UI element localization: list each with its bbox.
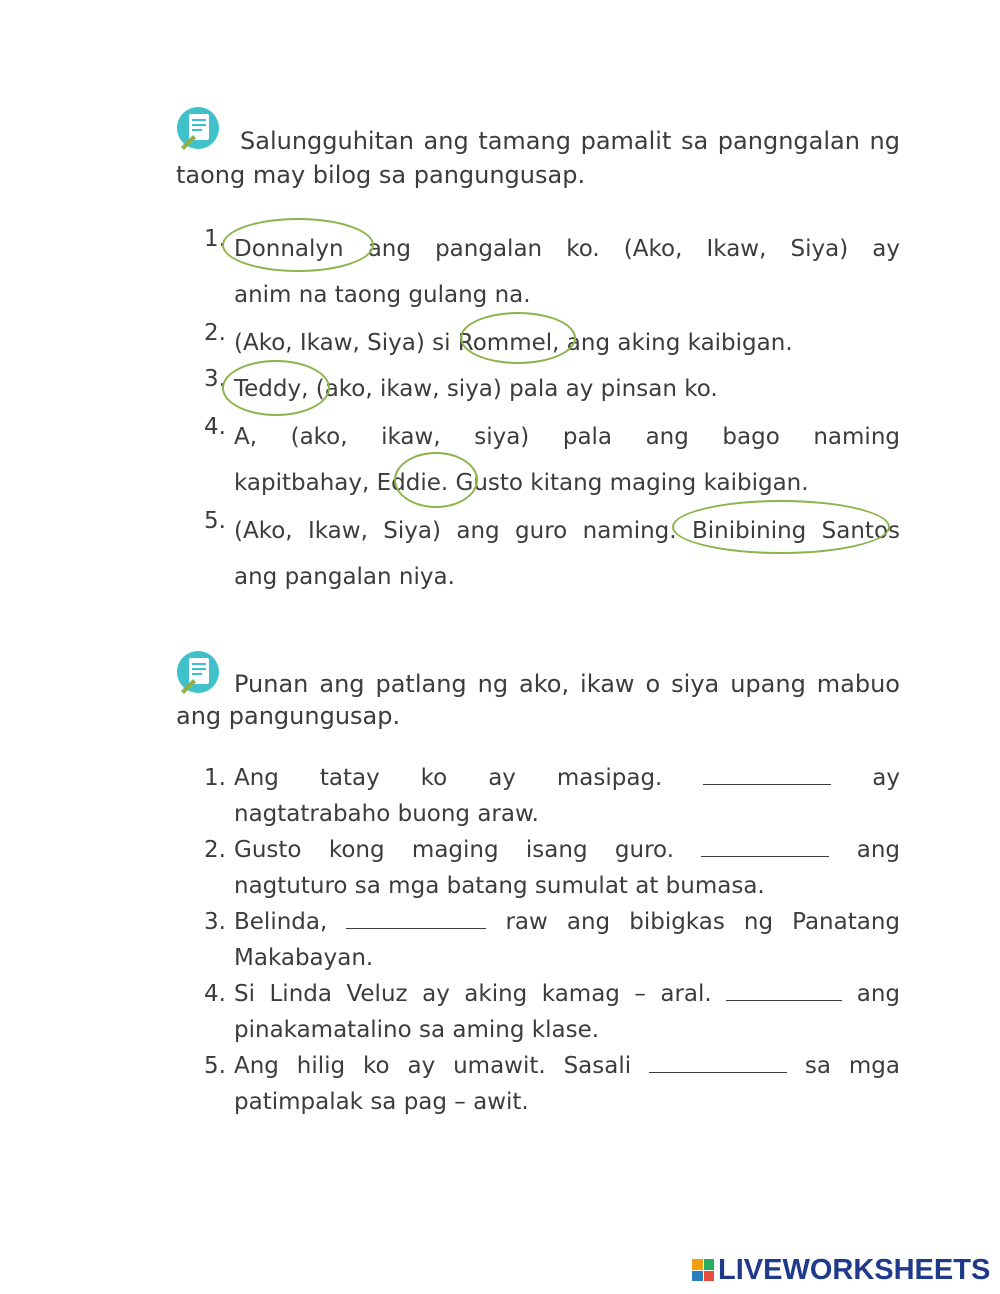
item-number: 3. [204,366,226,392]
item-line: (Ako, Ikaw, Siya) ang guro naming. Binibining Santos [234,518,900,544]
answer-blank[interactable] [346,906,486,929]
list-item [204,832,900,904]
list-item [204,508,900,600]
item-text: ang [856,981,901,1007]
list-item [204,320,900,366]
item-line: A, (ako, ikaw, siya) pala ang bago naming [234,424,900,450]
item-text: Ang hilig ko ay umawit. Sasali [234,1053,632,1079]
answer-blank[interactable] [726,978,842,1001]
answer-blank[interactable] [649,1050,787,1073]
liveworksheets-logo [692,1252,990,1288]
item-text: Si Linda Veluz ay aking kamag – aral. [234,981,712,1007]
item-line: Makabayan. [234,945,374,971]
item-number: 3. [204,909,226,935]
item-text: raw ang bibigkas ng Panatang [505,909,901,935]
list-item [204,1048,900,1120]
item-number: 1. [204,226,226,252]
item-number: 4. [204,414,226,440]
list-item [204,976,900,1048]
item-number: 4. [204,981,226,1007]
item-number: 1. [204,765,226,791]
list-item [204,226,900,318]
item-text: Belinda, [234,909,328,935]
item-line: pinakamatalino sa aming klase. [234,1017,600,1043]
item-line: patimpalak sa pag – awit. [234,1089,529,1115]
list-item [204,366,900,412]
item-text: Ang tatay ko ay masipag. [234,765,663,791]
item-line: nagtatrabaho buong araw. [234,801,539,827]
list-item [204,904,900,976]
answer-blank[interactable] [703,762,831,785]
item-line: nagtuturo sa mga batang sumulat at bumasa. [234,873,765,899]
list-item [204,760,900,832]
item-line: anim na taong gulang na. [234,282,531,308]
item-line: kapitbahay, Eddie. Gusto kitang maging kaibigan. [234,470,809,496]
list-item [204,414,900,506]
item-text: Gusto kong maging isang guro. [234,837,675,863]
item-number: 2. [204,837,226,863]
item-number: 5. [204,508,226,534]
item-line: (Ako, Ikaw, Siya) si Rommel, ang aking kaibigan. [234,330,793,356]
item-text: ay [872,765,901,791]
logo-text: LIVEWORKSHEETS [718,1253,991,1286]
item-line: Teddy, (ako, ikaw, siya) pala ay pinsan ko. [234,376,718,402]
section1-instruction: Salungguhitan ang tamang pamalit sa pangngalan ng taong may bilog sa pangungusap. [176,127,900,189]
item-line: ang pangalan niya. [234,564,455,590]
item-number: 5. [204,1053,226,1079]
item-number: 2. [204,320,226,346]
item-line: Donnalyn ang pangalan ko. (Ako, Ikaw, Siya) ay [234,236,900,262]
section2-instruction: Punan ang patlang ng ako, ikaw o siya upang mabuo ang pangungusap. [176,670,900,730]
item-text: sa mga [804,1053,900,1079]
liveworksheets-logo-icon [692,1259,714,1281]
item-text: ang [856,837,901,863]
answer-blank[interactable] [701,834,829,857]
